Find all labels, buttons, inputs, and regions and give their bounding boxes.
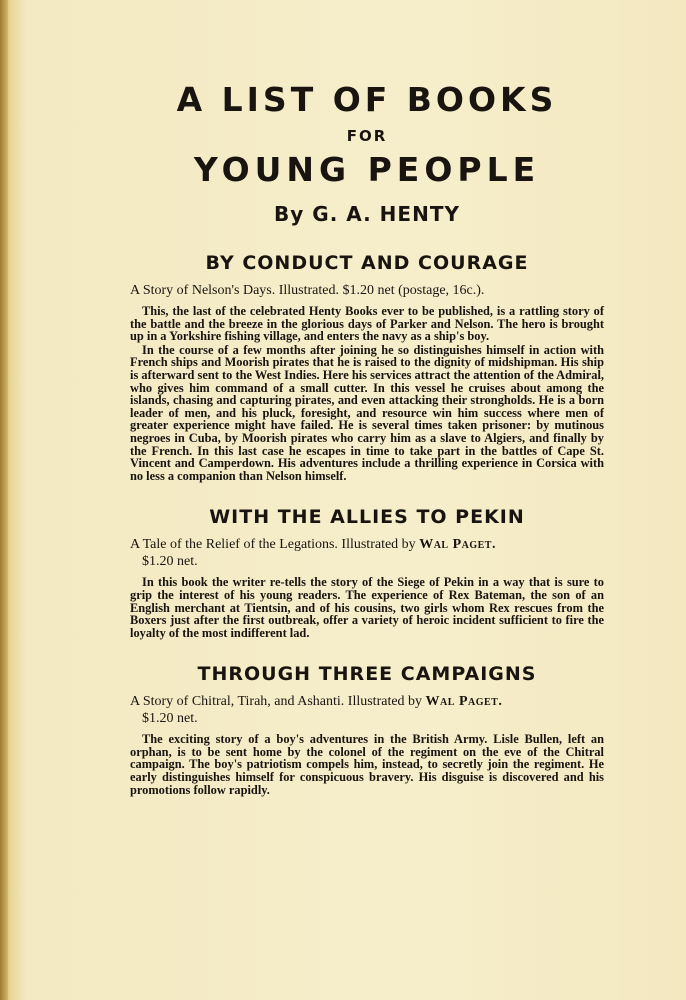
sub-title: YOUNG PEOPLE [193,150,541,189]
main-title: A LIST OF BOOKS [176,80,558,119]
page-content [130,78,604,797]
book-subtitle: A Story of Nelson's Days. Illustrated. $1.20 net (postage, 16c.). [130,283,485,298]
book-title: WITH THE ALLIES TO PEKIN [209,506,525,529]
book-price: $1.20 net. [142,554,198,570]
book-subtitle-main: A Story of Chitral, Tirah, and Ashanti. Illustrated by [130,694,426,710]
book-paragraph: This, the last of the celebrated Henty Books ever to be published, is a rattling story of the battle and the breeze in the glorious days of Parker and Nelson. The hero is brought up in a Yorkshire fishing village, and enters the navy as a ship's boy. [130,304,604,344]
book-subtitle-main: A Tale of the Relief of the Legations. Illustrated by [130,537,420,553]
book-illustrator: Wal Paget. [419,537,496,553]
book-entry-by-conduct-and-courage [130,250,604,482]
book-subtitle [130,693,604,727]
author-line: By G. A. HENTY [274,202,460,226]
book-title: BY CONDUCT AND COURAGE [205,252,529,274]
book-entry-with-the-allies-to-pekin [130,504,604,639]
book-paragraph: The exciting story of a boy's adventures in the British Army. Lisle Bullen, left an orphan, is to be sent home by the colonel of the regiment on the eve of the Chitral campaign. The boy's patriotism compels him, instead, to secretly join the regiment. He early distinguishes himself for conspicuous bravery. His disguise is discovered and his promotions follow rapidly. [130,732,604,797]
book-entry-through-three-campaigns [130,661,604,796]
book-title: THROUGH THREE CAMPAIGNS [197,663,537,686]
book-subtitle [130,536,604,570]
book-paragraph: In the course of a few months after joining he so distinguishes himself in action with French ships and Moorish pirates that he is raised to the dignity of midshipman. His ship is afterward sent to the West Indies. Here his services attract the attention of the Admiral, who gives him command of a small cutter. In this vessel he cruises about among the islands, chasing and capturing pirates, and even attacking their strongholds. He is a born leader of men, and his pluck, foresight, and resource win him success where men of greater experience might have failed. He is several times taken prisoner: by mutinous negroes in Cuba, by Moorish pirates who carry him as a slave to Algiers, and finally by the French. In this last case he escapes in time to take part in the battles of Cape St. Vincent and Camperdown. His adventures include a thrilling experience in Corsica with no less a companion than Nelson himself. [130,342,604,483]
page-spine-edge [0,0,8,1000]
title-for: FOR [346,127,388,145]
book-illustrator: Wal Paget. [425,694,503,710]
book-paragraph: In this book the writer re-tells the story of the Siege of Pekin in a way that is sure to grip the interest of his young readers. The experience of Rex Bateman, the son of an English merchant at Tientsin, and of his cousins, two girls whom Rex rescues from the Boxers just after the first outbreak, offer a variety of heroic incident sufficient to fire the loyalty of the most indifferent lad. [130,575,604,640]
book-price: $1.20 net. [142,711,198,727]
